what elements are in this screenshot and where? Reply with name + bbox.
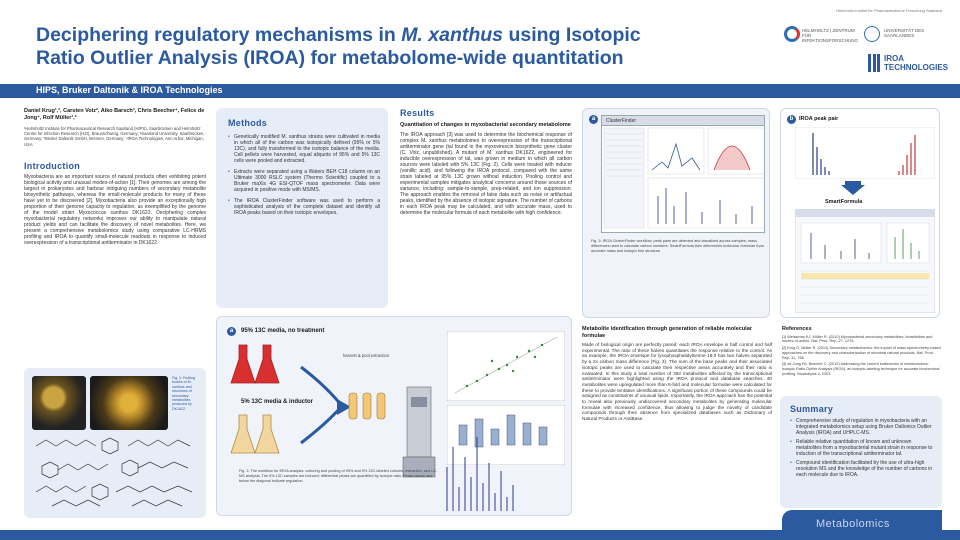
figure-3-a-marker: a: [589, 115, 598, 124]
methods-bullets: [228, 134, 380, 216]
summary-bullets: [790, 418, 936, 478]
column-left: [24, 108, 206, 246]
test-tubes-icon: [345, 387, 391, 427]
iroa-peak-spectrum: [795, 127, 935, 179]
references-section: [782, 326, 942, 377]
identification-subheading: Metabolite identification through generation of reliable molecular formulae: [582, 326, 752, 339]
fruiting-bodies-panel: [24, 368, 206, 518]
fruiting-body-photo-1: [32, 376, 86, 430]
iroa-logo: [868, 52, 949, 78]
smartformula-window: [795, 209, 935, 313]
summary-bullet-2: • Reliable relative quantitation of known and unknown metabolites from a myxobacterial mutant strain in response to induction of the transcriptional antiterminator tal.: [790, 439, 936, 457]
summary-bullet-3: • Compound identification facilitated by the use of ultra-high resolution MS and the knowledge of the number of carbons in each molecule due to IROA.: [790, 460, 936, 478]
references-heading: References: [782, 326, 812, 332]
reference-3: [3] de Jong FA, Beecher C. (2012) Addressing the current bottlenecks of metabolomics: Isotopic Ratio Outlier Analysis (IROA), an isotopic-labeling technique for accurate biochemical profiling. Bioanalysis 4, 2303.: [782, 362, 940, 377]
results-body: The IROA approach [3] was used to determine the biochemical response of complex M. xanthus metabolomes to overexpression of the transcriptional antiterminator gene (tal found in the myxovirescin biosynthetic gene cluster (C. Volz, unpublished). A mutant of M. xanthus DK1622, engineered for inducible overexpression of tal, was grown in medium in which all carbon sources were labeled with 5% 13C (Fig. 2). Cells were treated with inducer (vanillic acid), and following the IROA protocol, compared with the same strain labeled at 95% 13C grown without induction. Pooling control and experimental samples mitigates analytical concerns around those sources of variance, including: sample-to-sample, prep-related, and ion suppression. The approach enables the removal of false data such as noise or artifactual peaks, identified by the absence of isotopic signature. The number of carbons in each IROA peak may be calculated, and with accurate mass, used to determine the molecular formula of each metabolite with high confidence.: [400, 131, 572, 216]
iroa-logo-line1: IROA: [884, 54, 904, 63]
results-subheading: Quantitation of changes in myxobacterial secondary metabolome: [400, 122, 571, 128]
scatter-plot-thumbnail: [447, 331, 565, 401]
reference-2: [2] Krug D, Müller R. (2014) Secondary metabolomics: the impact of mass spectrometry-based approaches on the discovery and characterization of microbial natural products. Nat. Prod. Rep. 31, 768.: [782, 346, 941, 360]
author-affiliations: ¹Helmholtz Institute for Pharmaceutical Research Saarland (HIPS), Saarbrücken and Helmholtz Centre for Infection Research (HZI), Braunschweig, Germany; ²Saarland University, Saarbrücken, Germany; ³Bruker Daltonik GmbH, Bremen, Germany; ⁴IROA Technologies, Ann Arbor, Michigan, USA: [24, 126, 205, 147]
poster-title: [36, 24, 756, 70]
logo-group: [782, 8, 949, 78]
smartformula-title: SmartFormula: [825, 199, 863, 205]
summary-panel: [780, 396, 942, 508]
logo-top-text: Helmholtz-Institut für Pharmazeutische Forschung Saarland: [836, 8, 942, 13]
introduction-body: Myxobacteria are an important source of natural products often exhibiting potent biological activity and unusual modes-of-action [1]. Their genomes are among the largest in prokaryotes and harbour intriguing numbers of secondary metabolite biosynthetic pathways, whereas the small-molecule products for many of these have yet to be discovered [2]. Myxobacteria also provide an exceptionally high proportion of their genome capacity to regulation, as exemplified by the genome of the model strain Myxococcus xanthus DK1622. Deciphering complex myxobacterial regulatory networks improves our ability to manipulate natural product yields and can facilitate the discovery of novel metabolites. Here, we present a comprehensive metabolomics study using comparative LC-HRMS profiling and IROA to quantify small-molecule readouts in response to induced overexpression of a transcriptional antiterminator in DK1622.: [24, 173, 206, 246]
title-part2: using Isotopic: [503, 24, 641, 46]
figure-2-pool-text: harvest & pool extraction: [342, 353, 390, 358]
footer-metabolomics-tag: [782, 510, 942, 540]
figure-2-caption: Fig. 2: The workflow for IROA analysis: culturing and pooling of 95% and 5% 13C-labeled cultures, extraction, and LC-MS analysis. The 5% 13C samples are induced; differential peaks are quantified by isotopic ratio. Peaks above and below the diagonal indicate regulation.: [239, 469, 438, 483]
iroa-logo-text: [884, 54, 948, 72]
down-arrow-icon: [841, 181, 865, 195]
author-names: Daniel Krug¹,², Carsten Volz², Aiko Barsch³, Chris Beecher⁴, Felice de Jong⁴, Rolf Müller¹,²: [24, 108, 205, 121]
methods-heading: Methods: [228, 118, 268, 128]
chromatogram-thumbnail: [443, 427, 523, 515]
university-logo: [864, 24, 942, 48]
hips-swirl-icon: [784, 26, 800, 42]
university-logo-text: UNIVERSITÄT DES SAARLANDES: [884, 28, 925, 38]
figure-2-label-b: 5% 13C media & inductor: [241, 399, 314, 405]
figure-3-clusterfinder: [582, 108, 770, 318]
identification-body: Made of biological origin are perfectly paired: each IROA envelope is half control and half experimental. The ratio of these halves quantitates the response relative to the control. As an example, the IROA envelope for lysophosphatidylserine 18:0 has two halves separated by a 2x carbon mass difference (Fig. 3). The sum of the base peaks and their associated isotopic peaks are used to calculate their respective areas accurately and their ratio is evaluated. In this study a total number of 393 metabolites affected by the transcriptional antiterminator were highlighted using the IROA protocol and database searches. 40 metabolites were upregulated more than 5-fold and molecular formulae were calculated for these to provide tentative identifications. A significant portion of these compounds could be assigned as constituents of unusual lipids. Importantly, the IROA approach has the potential to reveal also previously undiscovered secondary metabolites by generating molecular formulae with increased confidence, thus allowing to judge the novelty of candidate compounds through their absence from specialized databases such as Dictionary of Natural Products or AntiBase.: [582, 342, 772, 422]
methods-bullet-3: • The IROA ClusterFinder software was used to perform a sophisticated analysis of the complete dataset and identify all IROA peaks based on their isotopic envelopes.: [228, 198, 380, 216]
figure-2-a-marker: a: [227, 327, 236, 336]
fruiting-body-photo-2: [90, 376, 168, 430]
hips-logo-text: HELMHOLTZ | ZENTRUM FÜR INFEKTIONSFORSCHUNG: [802, 28, 859, 43]
clusterfinder-content: [602, 126, 766, 232]
results-column: [400, 108, 572, 216]
figure-2-workflow: [216, 316, 572, 516]
flasks-5-icon: [229, 409, 293, 461]
title-part1: Deciphering regulatory mechanisms in: [36, 24, 402, 46]
poster-header: [0, 0, 960, 84]
results-heading: Results: [400, 108, 435, 118]
university-seal-icon: [864, 26, 880, 42]
title-italic-organism: M. xanthus: [401, 24, 504, 46]
iroa-peak-title: IROA peak pair: [799, 116, 839, 122]
identification-section: [582, 326, 772, 422]
summary-heading: Summary: [790, 404, 834, 414]
hips-logo: [782, 24, 859, 50]
figure-3-caption: Fig. 3: IROA ClusterFinder workflow: peak pairs are detected and visualized across samples; mass differences used to calculate carbon numbers. SmartFormula then determines molecular formulae from accurate mass and isotopic fine structure.: [591, 239, 764, 253]
iroa-peak-pair-panel: [780, 108, 940, 318]
footer-tag-text: Metabolomics: [816, 518, 890, 530]
clusterfinder-window: [601, 115, 765, 233]
figure-2-label-a: 95% 13C media, no treatment: [241, 328, 325, 334]
affiliation-bar: [0, 84, 960, 98]
title-line2: Ratio Outlier Analysis (IROA) for metabolome-wide quantitation: [36, 47, 624, 69]
chemical-structures-figure: [32, 436, 198, 512]
reference-1: [1] Weissman KJ, Müller R. (2010) Myxobacterial secondary metabolites: bioactivities and modes-of-action. Nat. Prod. Rep. 27, 1276.: [782, 334, 933, 344]
flasks-95-icon: [229, 339, 293, 391]
summary-bullet-1: • Comprehensive study of regulation in myxobacteria with an integrated metabolomics setup using Bruker Daltonics Outlier Analysis (IROA) and UHPLC-MS.: [790, 418, 936, 436]
introduction-heading: Introduction: [24, 160, 81, 171]
photo-caption: Fig. 1: Fruiting bodies of M. xanthus and structures of secondary metabolites produced by DK1622.: [172, 376, 195, 411]
iroa-peak-marker: b: [787, 115, 796, 124]
affiliation-text: HIPS, Bruker Daltonik & IROA Technologies: [36, 85, 223, 95]
iroa-mark-icon: [868, 54, 880, 72]
iroa-logo-line2: TECHNOLOGIES: [884, 63, 949, 72]
methods-bullet-1: • Genetically modified M. xanthus strains were cultivated in media in which all of the carbon was isotopically defined (95% or 5% 13C), and fully transformed to the isotopic balance of the media. Cell pellets were harvested, equal aliquots of 95% and 5% 13C cells were pooled and extracted.: [228, 134, 380, 164]
methods-bullet-2: • Extracts were separated using a Waters BEH C18 column on an Ultimate 3000 RSLC system (Thermo Scientific) coupled to a Bruker maXis 4G ESI-QTOF mass spectrometer. Data were acquired in positive mode with MS/MS.: [228, 169, 380, 193]
clusterfinder-titlebar: ClusterFinder: [602, 116, 764, 126]
methods-panel: [216, 108, 388, 308]
